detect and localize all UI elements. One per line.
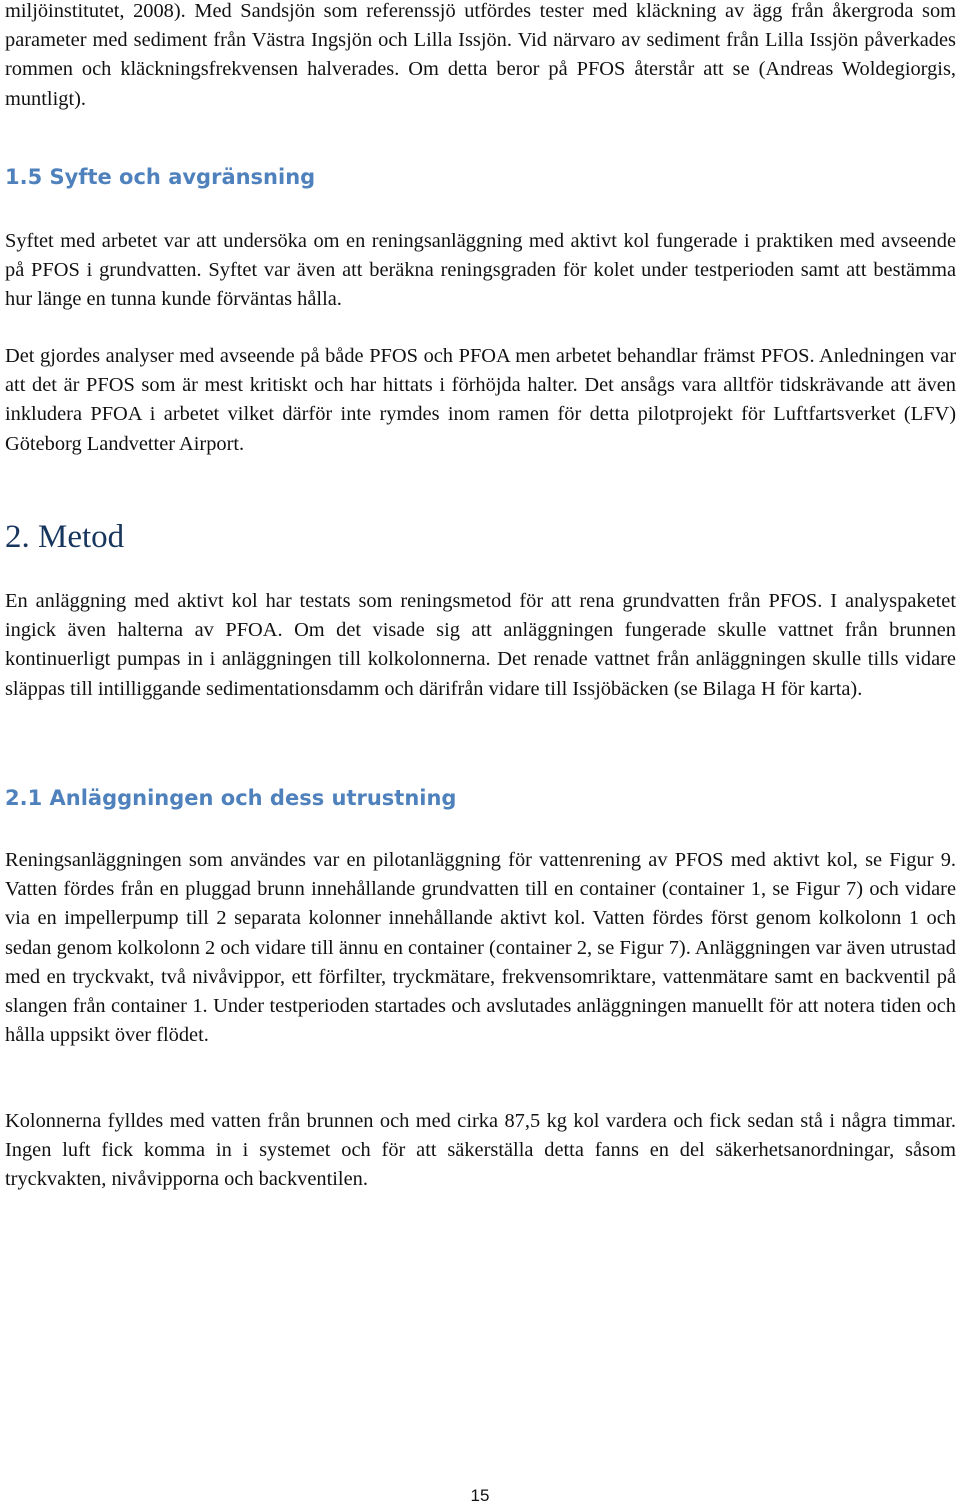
heading-1-5: 1.5 Syfte och avgränsning [5, 165, 316, 189]
page-number: 15 [470, 1486, 490, 1505]
intro-paragraph: miljöinstitutet, 2008). Med Sandsjön som referenssjö utfördes tester med kläckning av ägg från åkergroda som parameter med sediment från Västra Ingsjön och Lilla Issjön. Vid närvaro av sediment från Lilla Issjön påverkades rommen och kläckningsfrekvensen halverades. Om detta beror på PFOS återstår att se (Andreas Woldegiorgis, muntligt). [5, 0, 956, 110]
paragraph-2-method: En anläggning med aktivt kol har testats som reningsmetod för att rena grundvatten från PFOS. I analyspaketet ingick även halterna av PFOA. Om det visade sig att anläggningen fungerade skulle vattnet från brunnen kontinuerligt pumpas in i anläggningen till kolkolonnerna. Det renade vattnet från anläggningen skulle tills vidare släppas till intilliggande sedimentationsdamm och därifrån vidare till Issjöbäcken (se Bilaga H för karta). [5, 590, 956, 700]
heading-2-1: 2.1 Anläggningen och dess utrustning [5, 786, 457, 810]
paragraph-1-5-purpose: Syftet med arbetet var att undersöka om en reningsanläggning med aktivt kol fungerade i praktiken med avseende på PFOS i grundvatten. Syftet var även att beräkna reningsgraden för kolet under testperioden samt att bestämma hur länge en tunna kunde förväntas hålla. [5, 230, 956, 311]
paragraph-1-5-scope: Det gjordes analyser med avseende på både PFOS och PFOA men arbetet behandlar främst PFOS. Anledningen var att det är PFOS som är mest kritiskt och har hittats i förhöjda halter. Det ansågs vara alltför tidskrävande att även inkludera PFOA i arbetet vilket därför inte rymdes inom ramen för detta pilotprojekt för Luftfartsverket (LFV) Göteborg Landvetter Airport. [5, 345, 956, 455]
heading-2-metod: 2. Metod [5, 519, 125, 555]
paragraph-2-1-plant: Reningsanläggningen som användes var en pilotanläggning för vattenrening av PFOS med aktivt kol, se Figur 9. Vatten fördes från en pluggad brunn innehållande grundvatten till en container (container 1, se Figur 7) och vidare via en impellerpump till 2 separata kolonner innehållande aktivt kol. Vatten fördes först genom kolkolonn 1 och sedan genom kolkolonn 2 och vidare till ännu en container (container 2, se Figur 7). Anläggningen var även utrustad med en tryckvakt, två nivåvippor, ett förfilter, tryckmätare, frekvensomriktare, vattenmätare samt en backventil på slangen från container 1. Under testperioden startades och avslutades anläggningen manuellt för att notera tiden och hålla uppsikt över flödet. [5, 849, 956, 1047]
paragraph-2-1-columns: Kolonnerna fylldes med vatten från brunnen och med cirka 87,5 kg kol vardera och fick sedan stå i några timmar. Ingen luft fick komma in i systemet och för att säkerställa detta fanns en del säkerhetsanordningar, såsom tryckvakten, nivåvipporna och backventilen. [5, 1110, 956, 1191]
